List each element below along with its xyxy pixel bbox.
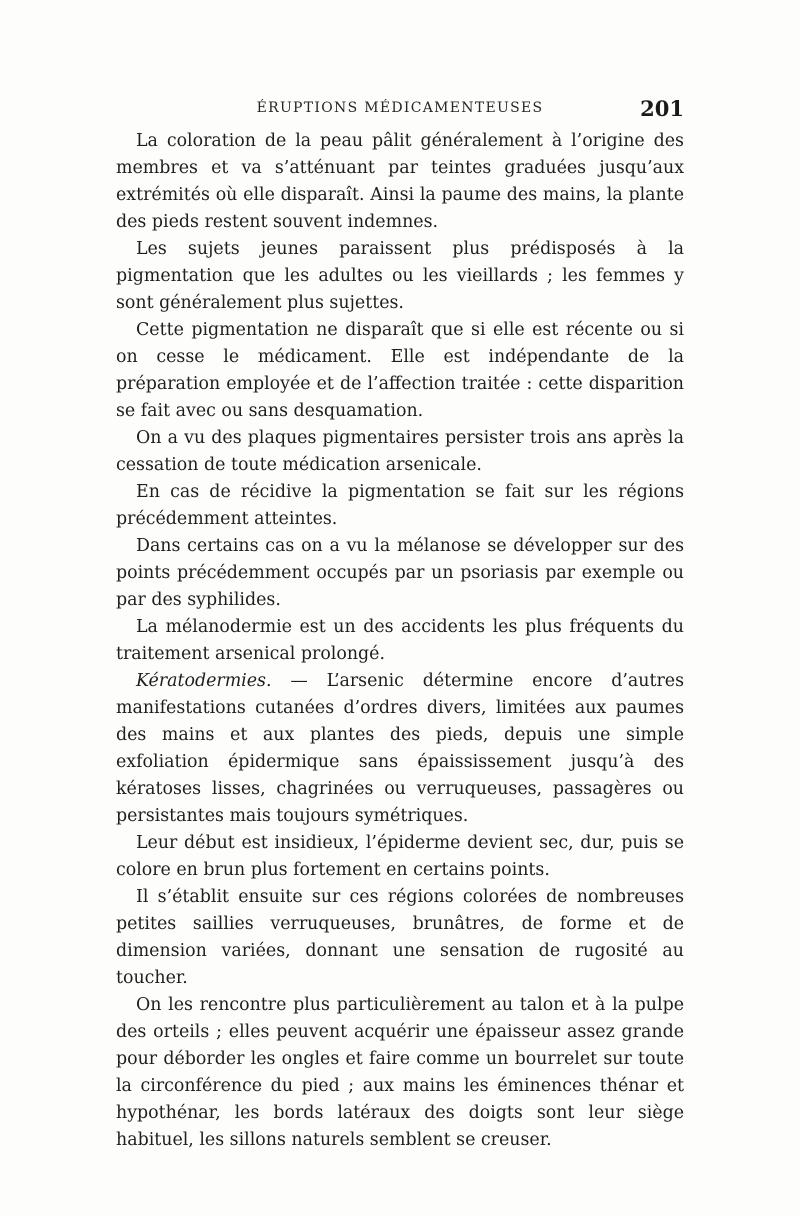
paragraph: Leur début est insidieux, l’épiderme devient sec, dur, puis se colore en brun plus fortement en certains points. (116, 833, 684, 880)
page-number: 201 (640, 96, 684, 121)
running-title: ÉRUPTIONS MÉDICAMENTEUSES (256, 100, 544, 116)
paragraph: Il s’établit ensuite sur ces régions colorées de nombreuses petites saillies verruqueuses, brunâtres, de forme et de dimension variées, donnant une sensation de rugosité au toucher. (116, 887, 684, 988)
keratodermies-paragraph (116, 668, 684, 830)
running-head (116, 96, 684, 124)
paragraph: Cette pigmentation ne disparaît que si elle est récente ou si on cesse le médicament. Elle est indépendante de la préparation employée et de l’affection traitée : cette disparition se fait avec ou sans desquamation. (116, 320, 684, 421)
section-heading-keratodermies: Kératodermies. (136, 671, 272, 691)
paragraph: Dans certains cas on a vu la mélanose se développer sur des points précédemment occupés par un psoriasis par exemple ou par des syphilides. (116, 536, 684, 610)
body-text (116, 128, 684, 1154)
keratodermies-text: — L’arsenic détermine encore d’autres manifestations cutanées d’ordres divers, limitées aux paumes des mains et aux plantes des pieds, depuis une simple exfoliation épidermique sans épaississement jusqu’à des kératoses lisses, chagrinées ou verruqueuses, passagères ou persistantes mais toujours symétriques. (116, 671, 684, 826)
paragraph: Les sujets jeunes paraissent plus prédisposés à la pigmentation que les adultes ou les vieillards ; les femmes y sont généralement plus sujettes. (116, 239, 684, 313)
paragraph: La coloration de la peau pâlit généralement à l’origine des membres et va s’atténuant par teintes graduées jusqu’aux extrémités où elle disparaît. Ainsi la paume des mains, la plante des pieds restent souvent indemnes. (116, 131, 684, 232)
paragraph: On a vu des plaques pigmentaires persister trois ans après la cessation de toute médication arsenicale. (116, 428, 684, 475)
paragraph: En cas de récidive la pigmentation se fait sur les régions précédemment atteintes. (116, 482, 684, 529)
paragraph: On les rencontre plus particulièrement au talon et à la pulpe des orteils ; elles peuvent acquérir une épaisseur assez grande pour déborder les ongles et faire comme un bourrelet sur toute la circonférence du pied ; aux mains les éminences thénar et hypothénar, les bords latéraux des doigts sont leur siège habituel, les sillons naturels semblent se creuser. (116, 995, 684, 1150)
paragraph: La mélanodermie est un des accidents les plus fréquents du traitement arsenical prolongé. (116, 617, 684, 664)
